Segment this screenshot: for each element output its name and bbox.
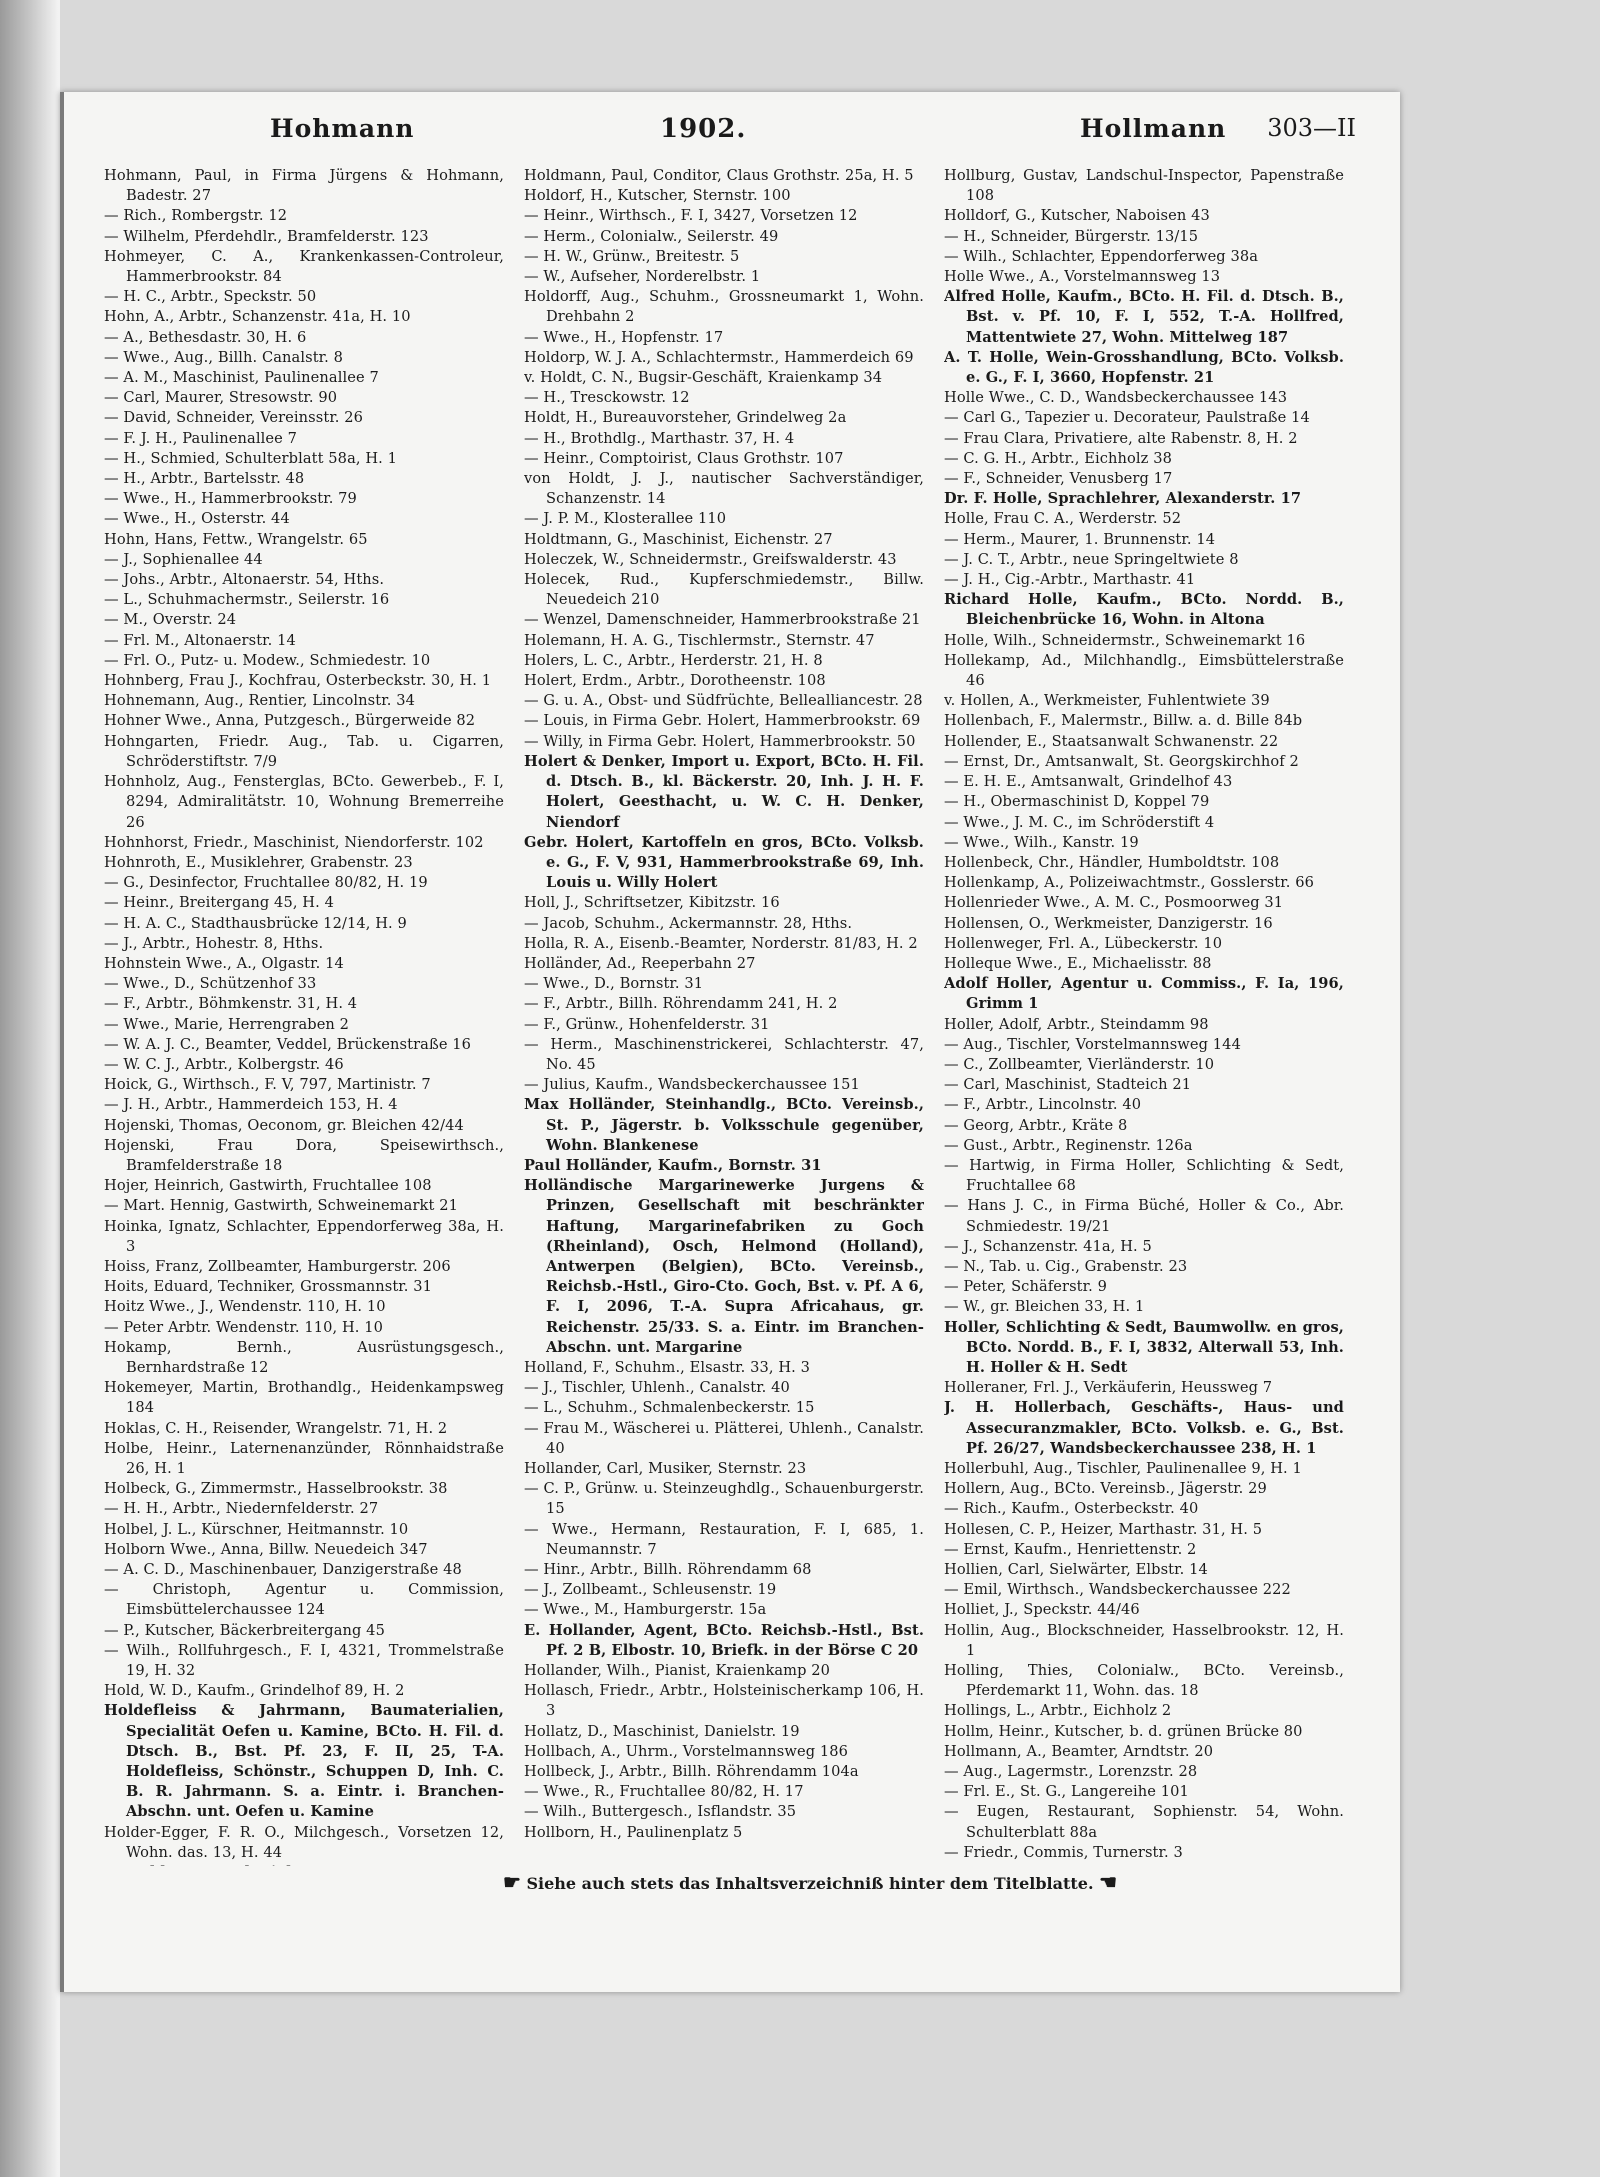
directory-entry: Holdefleiss & Jahrmann, Baumaterialien, Specialität Oefen u. Kamine, BCto. H. Fil. d. Dtsch. B., Bst. Pf. 23, F. II, 25, T-A. Holdefleiss, Schönstr., Schuppen D, Inh. C. B. R. Jahrmann. S. a. Eintr. i. Branchen-Abschn. unt. Oefen u. Kamine (104, 1702, 504, 1821)
directory-entry: — Wilhelm, Pferdehdlr., Bramfelderstr. 123 (104, 227, 429, 245)
directory-entry: — H., Arbtr., Bartelsstr. 48 (104, 470, 305, 488)
directory-entry: Holert & Denker, Import u. Export, BCto. H. Fil. d. Dtsch. B., kl. Bäckerstr. 20, Inh. J. H. F. Holert, Geesthacht, u. W. C. H. Denker, Niendorf (524, 752, 924, 831)
directory-entry: Holle, Wilh., Schneidermstr., Schweinemarkt 16 (944, 631, 1306, 649)
directory-column-3 (944, 166, 1344, 1866)
directory-entry: — F., Schneider, Venusberg 17 (944, 470, 1173, 488)
directory-entry: — H., Brothdlg., Marthastr. 37, H. 4 (524, 429, 795, 447)
directory-entry: Hoiss, Franz, Zollbeamter, Hamburgerstr. 206 (104, 1257, 451, 1275)
directory-entry: Dr. F. Holle, Sprachlehrer, Alexanderstr. 17 (944, 490, 1302, 508)
directory-entry: — C. P., Grünw. u. Steinzeughdlg., Schauenburgerstr. 15 (524, 1480, 924, 1518)
directory-entry: — Wwe., D., Schützenhof 33 (104, 975, 317, 993)
directory-entry: Hollensen, O., Werkmeister, Danzigerstr. 16 (944, 914, 1273, 932)
directory-entry: Hollerbuhl, Aug., Tischler, Paulinenallee 9, H. 1 (944, 1460, 1302, 1477)
directory-entry: Holbeck, G., Zimmermstr., Hasselbrookstr. 38 (104, 1480, 448, 1498)
directory-entry: — Ernst, Kaufm., Henriettenstr. 2 (944, 1540, 1197, 1558)
directory-entry: — Frau M., Wäscherei u. Plätterei, Uhlenh., Canalstr. 40 (524, 1419, 924, 1457)
directory-entry: — F. J. H., Paulinenallee 7 (104, 429, 297, 447)
directory-entry: Hoick, G., Wirthsch., F. V, 797, Martinistr. 7 (104, 1076, 431, 1094)
directory-entry: — W., Aufseher, Norderelbstr. 1 (524, 268, 761, 286)
directory-entry: Holle Wwe., A., Vorstelmannsweg 13 (944, 268, 1221, 286)
directory-entry: Hollenbach, F., Malermstr., Billw. a. d. Bille 84b (944, 712, 1303, 730)
directory-entry: — Herm., Maschinenstrickerei, Schlachterstr. 47, No. 45 (524, 1035, 924, 1073)
directory-entry: — Heinr., Wirthsch., F. I, 3427, Vorsetzen 12 (524, 207, 858, 225)
directory-entry: Holbel, J. L., Kürschner, Heitmannstr. 10 (104, 1520, 409, 1538)
directory-entry: Holler, Schlichting & Sedt, Baumwollw. en gros, BCto. Nordd. B., F. I, 3832, Alterwall 53, Inh. H. Holler & H. Sedt (944, 1318, 1344, 1376)
directory-entry: J. H. Hollerbach, Geschäfts-, Haus- und Assecuranzmakler, BCto. Volksb. e. G., Bst. Pf. 26/27, Wandsbeckerchaussee 238, H. 1 (944, 1399, 1344, 1457)
directory-entry: Hohnemann, Aug., Rentier, Lincolnstr. 34 (104, 692, 415, 710)
page-number: 303—II (1267, 114, 1356, 142)
directory-entry: Hollien, Carl, Sielwärter, Elbstr. 14 (944, 1561, 1208, 1579)
directory-entry: Hollburg, Gustav, Landschul-Inspector, Papenstraße 108 (944, 167, 1344, 205)
directory-entry: — J. C. T., Arbtr., neue Springeltwiete 8 (944, 550, 1239, 568)
directory-entry: — C., Zollbeamter, Vierländerstr. 10 (944, 1055, 1215, 1073)
directory-entry: Hohmeyer, C. A., Krankenkassen-Controleur, Hammerbrookstr. 84 (104, 247, 504, 286)
directory-entry: — P., Kutscher, Bäckerbreitergang 45 (104, 1621, 385, 1639)
directory-entry: — Mart. Hennig, Gastwirth, Schweinemarkt 21 (104, 1197, 458, 1215)
directory-entry: Holländer, Ad., Reeperbahn 27 (524, 954, 756, 972)
directory-entry: E. Hollander, Agent, BCto. Reichsb.-Hstl., Bst. Pf. 2 B, Elbostr. 10, Briefk. in der Börse C 20 (524, 1621, 924, 1659)
directory-entry: Hollesen, C. P., Heizer, Marthastr. 31, H. 5 (944, 1520, 1263, 1538)
directory-entry: — J. H., Arbtr., Hammerdeich 153, H. 4 (104, 1096, 398, 1114)
directory-entry: — L., Schuhmachermstr., Seilerstr. 16 (104, 591, 390, 609)
directory-entry: Hojenski, Frau Dora, Speisewirthsch., Bramfelderstraße 18 (104, 1136, 504, 1174)
directory-entry: — Heinr., Breitergang 45, H. 4 (104, 894, 334, 912)
directory-entry: — H., Tresckowstr. 12 (524, 389, 690, 407)
directory-entry: — J., Sophienallee 44 (104, 550, 263, 568)
directory-entry: Hollander, Wilh., Pianist, Kraienkamp 20 (524, 1662, 831, 1680)
directory-entry: — Wwe., R., Fruchtallee 80/82, H. 17 (524, 1783, 804, 1801)
directory-column-2 (524, 166, 924, 1866)
directory-entry: Hohngarten, Friedr. Aug., Tab. u. Cigarren, Schröderstiftstr. 7/9 (104, 732, 504, 770)
directory-entry: Holleque Wwe., E., Michaelisstr. 88 (944, 954, 1212, 972)
directory-entry: — J., Arbtr., Hohestr. 8, Hths. (104, 934, 324, 952)
directory-entry: Holdtmann, G., Maschinist, Eichenstr. 27 (524, 530, 833, 548)
directory-entry: Holleraner, Frl. J., Verkäuferin, Heussweg 7 (944, 1379, 1273, 1397)
directory-entry: — H., Obermaschinist D, Koppel 79 (944, 793, 1210, 811)
directory-entry: — F., Arbtr., Billh. Röhrendamm 241, H. 2 (524, 995, 838, 1013)
directory-entry: Hohnstein Wwe., A., Olgastr. 14 (104, 954, 344, 972)
directory-entry: — Wwe., H., Hammerbrookstr. 79 (104, 490, 357, 508)
directory-entry: Hollern, Aug., BCto. Vereinsb., Jägerstr. 29 (944, 1480, 1267, 1498)
directory-entry: — Emil, Wirthsch., Wandsbeckerchaussee 222 (944, 1581, 1291, 1599)
directory-entry: — Wwe., Aug., Billh. Canalstr. 8 (104, 348, 344, 366)
directory-entry: Holland, F., Schuhm., Elsastr. 33, H. 3 (524, 1358, 811, 1376)
directory-entry: — Aug., Lagermstr., Lorenzstr. 28 (944, 1763, 1198, 1781)
directory-entry: — J., Zollbeamt., Schleusenstr. 19 (524, 1581, 777, 1599)
directory-entry: — Wilh., Schlachter, Eppendorferweg 38a (944, 247, 1259, 265)
directory-entry: — G., Desinfector, Fruchtallee 80/82, H. 19 (104, 874, 428, 892)
directory-entry: Hollander, Carl, Musiker, Sternstr. 23 (524, 1460, 807, 1477)
directory-entry: — A. M., Maschinist, Paulinenallee 7 (104, 369, 379, 387)
directory-entry: Holliet, J., Speckstr. 44/46 (944, 1601, 1140, 1619)
directory-entry: Holdorf, H., Kutscher, Sternstr. 100 (524, 187, 791, 205)
directory-entry: — Peter, Schäferstr. 9 (944, 1278, 1107, 1296)
directory-entry: — J., Schanzenstr. 41a, H. 5 (944, 1237, 1152, 1255)
directory-entry: — H. C., Arbtr., Speckstr. 50 (104, 288, 317, 306)
page-header (100, 114, 1356, 154)
directory-entry: — H. A. C., Stadthausbrücke 12/14, H. 9 (104, 914, 407, 932)
running-head-left: Hohmann (270, 114, 415, 143)
directory-entry: Hollmann, A., Beamter, Arndtstr. 20 (944, 1742, 1214, 1760)
directory-entry: v. Hollen, A., Werkmeister, Fuhlentwiete 39 (944, 692, 1270, 710)
directory-entry: — Wwe., H., Hopfenstr. 17 (524, 328, 724, 346)
directory-entry: Holdmann, Paul, Conditor, Claus Grothstr. 25a, H. 5 (524, 167, 914, 184)
directory-entry: Holländische Margarinewerke Jurgens & Prinzen, Gesellschaft mit beschränkter Haftung, Margarinefabriken zu Goch (Rheinland), Osch, Helmond (Holland), Antwerpen (Belgien), BCto. Vereinsb., Reichsb.-Hstl., Giro-Cto. Goch, Bst. v. Pf. A 6, F. I, 2096, T.-A. Supra Africahaus, gr. Reichenstr. 25/33. S. a. Eintr. im Branchen-Abschn. unt. Margarine (524, 1177, 924, 1356)
directory-entry: — G. u. A., Obst- und Südfrüchte, Bellealliancestr. 28 (524, 692, 923, 710)
directory-entry: — Wwe., Marie, Herrengraben 2 (104, 1015, 350, 1033)
directory-entry: Gebr. Holert, Kartoffeln en gros, BCto. Volksb. e. G., F. V, 931, Hammerbrookstraße 69, Inh. Louis u. Willy Holert (524, 833, 924, 892)
directory-entry: — A., Bethesdastr. 30, H. 6 (104, 328, 307, 346)
directory-entry: Hohner Wwe., Anna, Putzgesch., Bürgerweide 82 (104, 712, 476, 730)
directory-entry: Holeczek, W., Schneidermstr., Greifswalderstr. 43 (524, 550, 897, 568)
directory-entry: — Aug., Tischler, Vorstelmannsweg 144 (944, 1035, 1241, 1053)
directory-page (60, 92, 1400, 1992)
directory-entry: — L., Schuhm., Schmalenbeckerstr. 15 (524, 1399, 815, 1417)
directory-entry: Hohn, A., Arbtr., Schanzenstr. 41a, H. 10 (104, 308, 411, 326)
directory-entry: — David, Schneider, Vereinsstr. 26 (104, 409, 364, 427)
directory-entry: Hokamp, Bernh., Ausrüstungsgesch., Bernhardstraße 12 (104, 1338, 504, 1376)
directory-entry: — Ernst, Dr., Amtsanwalt, St. Georgskirchhof 2 (944, 752, 1299, 770)
directory-entry: Hollatz, D., Maschinist, Danielstr. 19 (524, 1722, 800, 1740)
directory-entry: Holl, J., Schriftsetzer, Kibitzstr. 16 (524, 894, 780, 912)
directory-entry: Hojer, Heinrich, Gastwirth, Fruchtallee 108 (104, 1177, 432, 1195)
directory-entry: — M., Overstr. 24 (104, 611, 237, 629)
directory-entry: — Wilh., Buttergesch., Isflandstr. 35 (524, 1803, 797, 1821)
directory-entry: — Willy, in Firma Gebr. Holert, Hammerbrookstr. 50 (524, 732, 916, 750)
directory-entry: Holemann, H. A. G., Tischlermstr., Sternstr. 47 (524, 631, 875, 649)
book-binding-edge (0, 0, 60, 2177)
directory-entry: — Wenzel, Damenschneider, Hammerbrookstraße 21 (524, 611, 921, 629)
page-footer (420, 1870, 1200, 1894)
directory-entry: Hojenski, Thomas, Oeconom, gr. Bleichen 42/44 (104, 1116, 464, 1134)
directory-entry: — Frau Clara, Privatiere, alte Rabenstr. 8, H. 2 (944, 429, 1298, 447)
directory-entry: Hokemeyer, Martin, Brothandlg., Heidenkampsweg 184 (104, 1379, 504, 1417)
directory-entry: Hollender, E., Staatsanwalt Schwanenstr. 22 (944, 732, 1279, 750)
directory-entry: — Friedr., Commis, Turnerstr. 3 (944, 1843, 1183, 1861)
directory-entry: — Jacob, Schuhm., Ackermannstr. 28, Hths. (524, 914, 853, 932)
directory-entry: — E. H. E., Amtsanwalt, Grindelhof 43 (944, 773, 1233, 791)
directory-entry: von Holdt, J. J., nautischer Sachverständiger, Schanzenstr. 14 (524, 470, 924, 508)
directory-entry: Holecek, Rud., Kupferschmiedemstr., Billw. Neuedeich 210 (524, 571, 924, 609)
directory-entry: — Carl, Maurer, Stresowstr. 90 (104, 389, 338, 407)
directory-entry: — Julius, Kaufm., Wandsbeckerchaussee 151 (524, 1076, 860, 1094)
directory-entry: — Hinr., Arbtr., Billh. Röhrendamm 68 (524, 1561, 812, 1579)
directory-entry: Hoits, Eduard, Techniker, Grossmannstr. 31 (104, 1278, 433, 1296)
directory-column-1 (104, 166, 504, 1866)
directory-entry: Hohnroth, E., Musiklehrer, Grabenstr. 23 (104, 853, 413, 871)
directory-entry: — Louis, in Firma Gebr. Holert, Hammerbrookstr. 69 (524, 712, 921, 730)
directory-entry: Hold, W. D., Kaufm., Grindelhof 89, H. 2 (104, 1682, 405, 1700)
directory-entry: Holborn Wwe., Anna, Billw. Neuedeich 347 (104, 1540, 428, 1558)
directory-entry: Hohnberg, Frau J., Kochfrau, Osterbeckstr. 30, H. 1 (104, 672, 492, 690)
directory-entry: — Wilh., Rollfuhrgesch., F. I, 4321, Trommelstraße 19, H. 32 (104, 1641, 504, 1680)
directory-entry: — H., Schmied, Schulterblatt 58a, H. 1 (104, 449, 398, 467)
directory-entry: — Frl. M., Altonaerstr. 14 (104, 631, 296, 649)
directory-entry: — Peter Arbtr. Wendenstr. 110, H. 10 (104, 1318, 384, 1336)
directory-entry: Hoitz Wwe., J., Wendenstr. 110, H. 10 (104, 1298, 386, 1316)
directory-entry: Holla, R. A., Eisenb.-Beamter, Norderstr. 81/83, H. 2 (524, 934, 918, 952)
directory-entry: v. Holdt, C. N., Bugsir-Geschäft, Kraienkamp 34 (524, 369, 883, 387)
directory-entry: Holbe, Heinr., Laternenanzünder, Rönnhaidstraße 26, H. 1 (104, 1439, 504, 1477)
directory-entry: — Heinr., Comptoirist, Claus Grothstr. 107 (524, 449, 844, 467)
directory-entry (944, 1863, 1344, 1866)
directory-entry: — Herm., Colonialw., Seilerstr. 49 (524, 227, 779, 245)
directory-entry: Hohnhorst, Friedr., Maschinist, Niendorferstr. 102 (104, 833, 484, 851)
directory-entry: Holling, Thies, Colonialw., BCto. Vereinsb., Pferdemarkt 11, Wohn. das. 18 (944, 1662, 1344, 1700)
directory-entry: Hollm, Heinr., Kutscher, b. d. grünen Brücke 80 (944, 1722, 1303, 1740)
directory-entry: Holdt, H., Bureauvorsteher, Grindelweg 2a (524, 409, 847, 427)
directory-entry: Hollin, Aug., Blockschneider, Hasselbrookstr. 12, H. 1 (944, 1621, 1344, 1659)
directory-entry: — C. G. H., Arbtr., Eichholz 38 (944, 449, 1172, 467)
pointing-hand-left-icon: ☚ (1099, 1870, 1118, 1894)
directory-entry: — Herm., Maurer, 1. Brunnenstr. 14 (944, 530, 1216, 548)
directory-entry: Hollbeck, J., Arbtr., Billh. Röhrendamm 104a (524, 1763, 859, 1781)
directory-entry: — Christoph, Agentur u. Commission, Eimsbüttelerchaussee 124 (104, 1581, 504, 1619)
directory-entry: — Rich., Kaufm., Osterbeckstr. 40 (944, 1500, 1199, 1518)
directory-entry: — J., Tischler, Uhlenh., Canalstr. 40 (524, 1379, 790, 1397)
directory-entry: Hoklas, C. H., Reisender, Wrangelstr. 71, H. 2 (104, 1419, 448, 1437)
directory-entry: — Johs., Arbtr., Altonaerstr. 54, Hths. (104, 571, 385, 589)
directory-columns (104, 166, 1344, 1866)
directory-entry: Adolf Holler, Agentur u. Commiss., F. Ia, 196, Grimm 1 (944, 975, 1344, 1013)
directory-entry: — Wwe., Hermann, Restauration, F. I, 685, 1. Neumannstr. 7 (524, 1520, 924, 1558)
directory-entry: Holers, L. C., Arbtr., Herderstr. 21, H. 8 (524, 651, 823, 669)
directory-entry: — W. C. J., Arbtr., Kolbergstr. 46 (104, 1055, 344, 1073)
directory-entry: — W., gr. Bleichen 33, H. 1 (944, 1298, 1145, 1316)
directory-entry: — Georg, Arbtr., Kräte 8 (944, 1116, 1128, 1134)
directory-entry: Holder-Egger, F. R. O., Milchgesch., Vorsetzen 12, Wohn. das. 13, H. 44 (104, 1823, 504, 1861)
directory-entry: — Wwe., J. M. C., im Schröderstift 4 (944, 813, 1215, 831)
directory-entry: Hollings, L., Arbtr., Eichholz 2 (944, 1702, 1172, 1720)
directory-entry: — F., Grünw., Hohenfelderstr. 31 (524, 1015, 770, 1033)
directory-entry: — Eugen, Restaurant, Sophienstr. 54, Wohn. Schulterblatt 88a (944, 1803, 1344, 1841)
directory-entry: Hollenbeck, Chr., Händler, Humboldtstr. 108 (944, 853, 1280, 871)
directory-entry: — W. A. J. C., Beamter, Veddel, Brückenstraße 16 (104, 1035, 472, 1053)
directory-entry: — J. H., Cig.-Arbtr., Marthastr. 41 (944, 571, 1196, 589)
directory-entry (104, 1863, 504, 1866)
directory-entry: — Wwe., H., Osterstr. 44 (104, 510, 290, 528)
directory-entry: Alfred Holle, Kaufm., BCto. H. Fil. d. Dtsch. B., Bst. v. Pf. 10, F. I, 552, T.-A. Hollfred, Mattentwiete 27, Wohn. Mittelweg 187 (944, 288, 1344, 346)
directory-entry: Holler, Adolf, Arbtr., Steindamm 98 (944, 1015, 1209, 1033)
directory-entry: — Carl G., Tapezier u. Decorateur, Paulstraße 14 (944, 409, 1310, 427)
directory-entry: — Wwe., Wilh., Kanstr. 19 (944, 833, 1139, 851)
directory-entry: Holldorf, G., Kutscher, Naboisen 43 (944, 207, 1210, 225)
directory-entry: Hollasch, Friedr., Arbtr., Holsteinischerkamp 106, H. 3 (524, 1682, 924, 1720)
directory-entry: Hollenrieder Wwe., A. M. C., Posmoorweg 31 (944, 894, 1284, 912)
directory-entry: — F., Arbtr., Böhmkenstr. 31, H. 4 (104, 995, 358, 1013)
directory-entry: Hollborn, H., Paulinenplatz 5 (524, 1823, 743, 1841)
directory-entry: Hollbach, A., Uhrm., Vorstelmannsweg 186 (524, 1742, 849, 1760)
directory-entry: — H. W., Grünw., Breitestr. 5 (524, 247, 740, 265)
directory-entry: — Hartwig, in Firma Holler, Schlichting & Sedt, Fruchtallee 68 (944, 1156, 1344, 1195)
directory-entry: — Rich., Rombergstr. 12 (104, 207, 288, 225)
directory-entry: Hollenweger, Frl. A., Lübeckerstr. 10 (944, 934, 1223, 952)
pointing-hand-right-icon: ☛ (502, 1870, 521, 1894)
directory-entry: Hollenkamp, A., Polizeiwachtmstr., Gosslerstr. 66 (944, 874, 1314, 892)
directory-entry: Richard Holle, Kaufm., BCto. Nordd. B., Bleichenbrücke 16, Wohn. in Altona (944, 591, 1344, 629)
directory-entry: — Carl, Maschinist, Stadteich 21 (944, 1076, 1192, 1094)
directory-entry: — Wwe., M., Hamburgerstr. 15a (524, 1601, 767, 1619)
directory-entry: Hoinka, Ignatz, Schlachter, Eppendorferweg 38a, H. 3 (104, 1217, 504, 1255)
directory-entry: Holdorp, W. J. A., Schlachtermstr., Hammerdeich 69 (524, 348, 914, 366)
directory-entry: Holle Wwe., C. D., Wandsbeckerchaussee 143 (944, 389, 1288, 407)
directory-entry: — Gust., Arbtr., Reginenstr. 126a (944, 1136, 1193, 1154)
running-head-year: 1902. (660, 114, 747, 144)
directory-entry: Hohnholz, Aug., Fensterglas, BCto. Gewerbeb., F. I, 8294, Admiralitätstr. 10, Wohnung Bremerreihe 26 (104, 773, 504, 831)
directory-entry: Holdorff, Aug., Schuhm., Grossneumarkt 1, Wohn. Drehbahn 2 (524, 288, 924, 326)
directory-entry: Hohmann, Paul, in Firma Jürgens & Hohmann, Badestr. 27 (104, 167, 504, 205)
directory-entry: — H. H., Arbtr., Niedernfelderstr. 27 (104, 1500, 379, 1518)
directory-entry: — Frl. E., St. G., Langereihe 101 (944, 1783, 1189, 1801)
directory-entry: — A. C. D., Maschinenbauer, Danzigerstraße 48 (104, 1561, 462, 1579)
directory-entry: Holle, Frau C. A., Werderstr. 52 (944, 510, 1182, 528)
directory-entry: A. T. Holle, Wein-Grosshandlung, BCto. Volksb. e. G., F. I, 3660, Hopfenstr. 21 (944, 348, 1344, 387)
directory-entry: — F., Arbtr., Lincolnstr. 40 (944, 1096, 1142, 1114)
running-head-right: Hollmann (1080, 114, 1227, 143)
directory-entry: — Frl. O., Putz- u. Modew., Schmiedestr. 10 (104, 651, 431, 669)
directory-entry: Holert, Erdm., Arbtr., Dorotheenstr. 108 (524, 672, 826, 690)
directory-entry: Paul Holländer, Kaufm., Bornstr. 31 (524, 1156, 822, 1174)
directory-entry: — Wwe., D., Bornstr. 31 (524, 975, 704, 993)
directory-entry: — Hans J. C., in Firma Büché, Holler & Co., Abr. Schmiedestr. 19/21 (944, 1197, 1344, 1235)
directory-entry: Max Holländer, Steinhandlg., BCto. Vereinsb., St. P., Jägerstr. b. Volksschule gegenüber, Wohn. Blankenese (524, 1096, 924, 1154)
footer-note: Siehe auch stets das Inhaltsverzeichniß hinter dem Titelblatte. (526, 1874, 1094, 1893)
directory-entry: — H., Schneider, Bürgerstr. 13/15 (944, 227, 1199, 245)
directory-entry: Hohn, Hans, Fettw., Wrangelstr. 65 (104, 530, 368, 548)
directory-entry: — J. P. M., Klosterallee 110 (524, 510, 727, 528)
directory-entry: — N., Tab. u. Cig., Grabenstr. 23 (944, 1257, 1188, 1275)
directory-entry: Hollekamp, Ad., Milchhandlg., Eimsbüttelerstraße 46 (944, 651, 1344, 690)
